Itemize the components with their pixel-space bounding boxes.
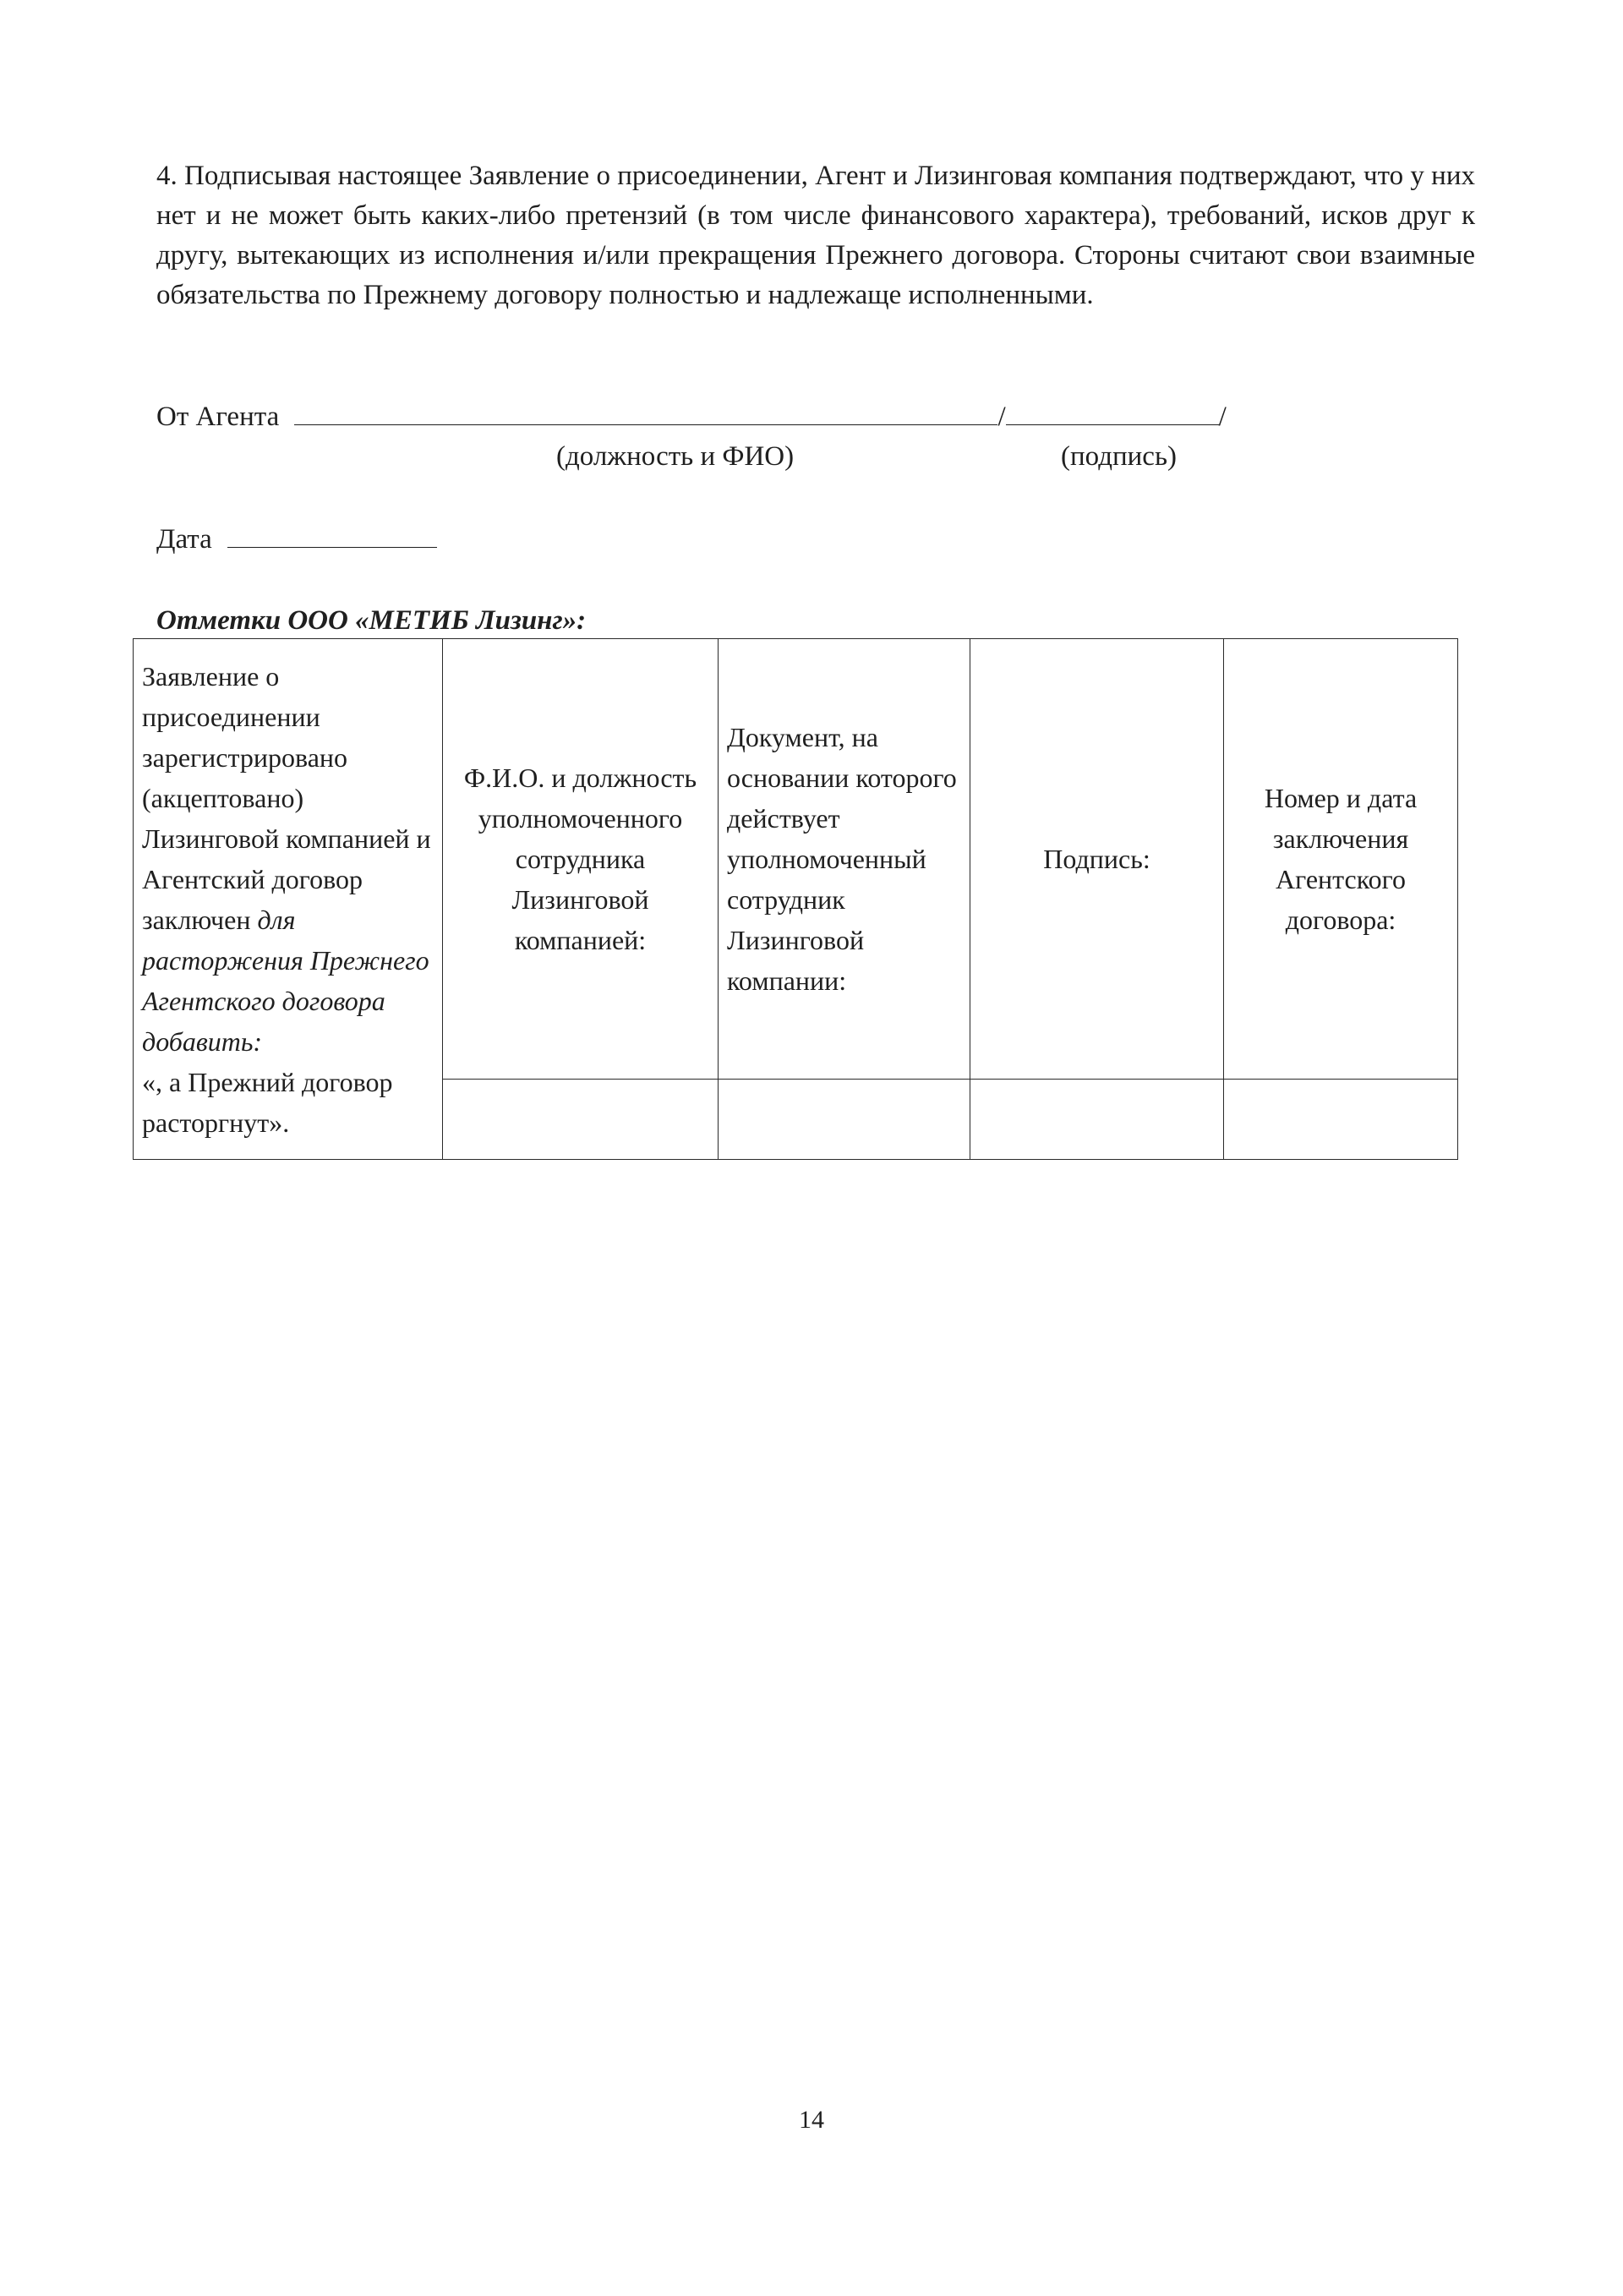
marks-table (133, 638, 1458, 1160)
from-agent-label: От Агента (156, 402, 280, 432)
date-label: Дата (156, 524, 212, 555)
termination-addition: «, а Прежний договор расторгнут». (142, 1066, 393, 1138)
marks-title: Отметки ООО «МЕТИБ Лизинг»: (156, 605, 587, 636)
registration-text: Заявление о присоединении зарегистрировано (акцептовано) Лизинговой компанией и Агентский договор заключен (142, 660, 431, 935)
page-number: 14 (799, 2106, 824, 2134)
termination-note: для расторжения Прежнего Агентского договора добавить: (142, 904, 429, 1057)
document-entry-cell[interactable] (719, 1080, 970, 1160)
date-line (156, 522, 437, 556)
signature-entry-cell[interactable] (970, 1080, 1224, 1160)
date-blank (227, 522, 437, 548)
registration-cell (134, 639, 443, 1160)
document-header-cell: Документ, на основании которого действует уполномоченный сотрудник Лизинговой компании: (719, 639, 970, 1080)
number-date-header-cell: Номер и дата заключения Агентского договора: (1224, 639, 1458, 1080)
employee-entry-cell[interactable] (443, 1080, 719, 1160)
clause-paragraph: 4. Подписывая настоящее Заявление о присоединении, Агент и Лизинговая компания подтверждают, что у них нет и не может быть каких-либо претензий (в том числе финансового характера), требований, исков друг к другу, вытекающих из исполнения и/или прекращения Прежнего договора. Стороны считают свои взаимные обязательства по Прежнему договору полностью и надлежаще исполненными. (156, 161, 1475, 310)
position-name-blank (294, 399, 997, 425)
number-date-entry-cell[interactable] (1224, 1080, 1458, 1160)
agent-signature-line (156, 399, 1227, 434)
signature-caption: (подпись) (1061, 441, 1177, 472)
signature-blank (1006, 399, 1219, 425)
position-caption: (должность и ФИО) (556, 441, 795, 472)
marks-header-row (134, 639, 1458, 1080)
employee-header-cell: Ф.И.О. и должность уполномоченного сотрудника Лизинговой компанией: (443, 639, 719, 1080)
slash-left: / (997, 402, 1006, 432)
signature-header-cell: Подпись: (970, 639, 1224, 1080)
slash-right: / (1218, 402, 1227, 432)
